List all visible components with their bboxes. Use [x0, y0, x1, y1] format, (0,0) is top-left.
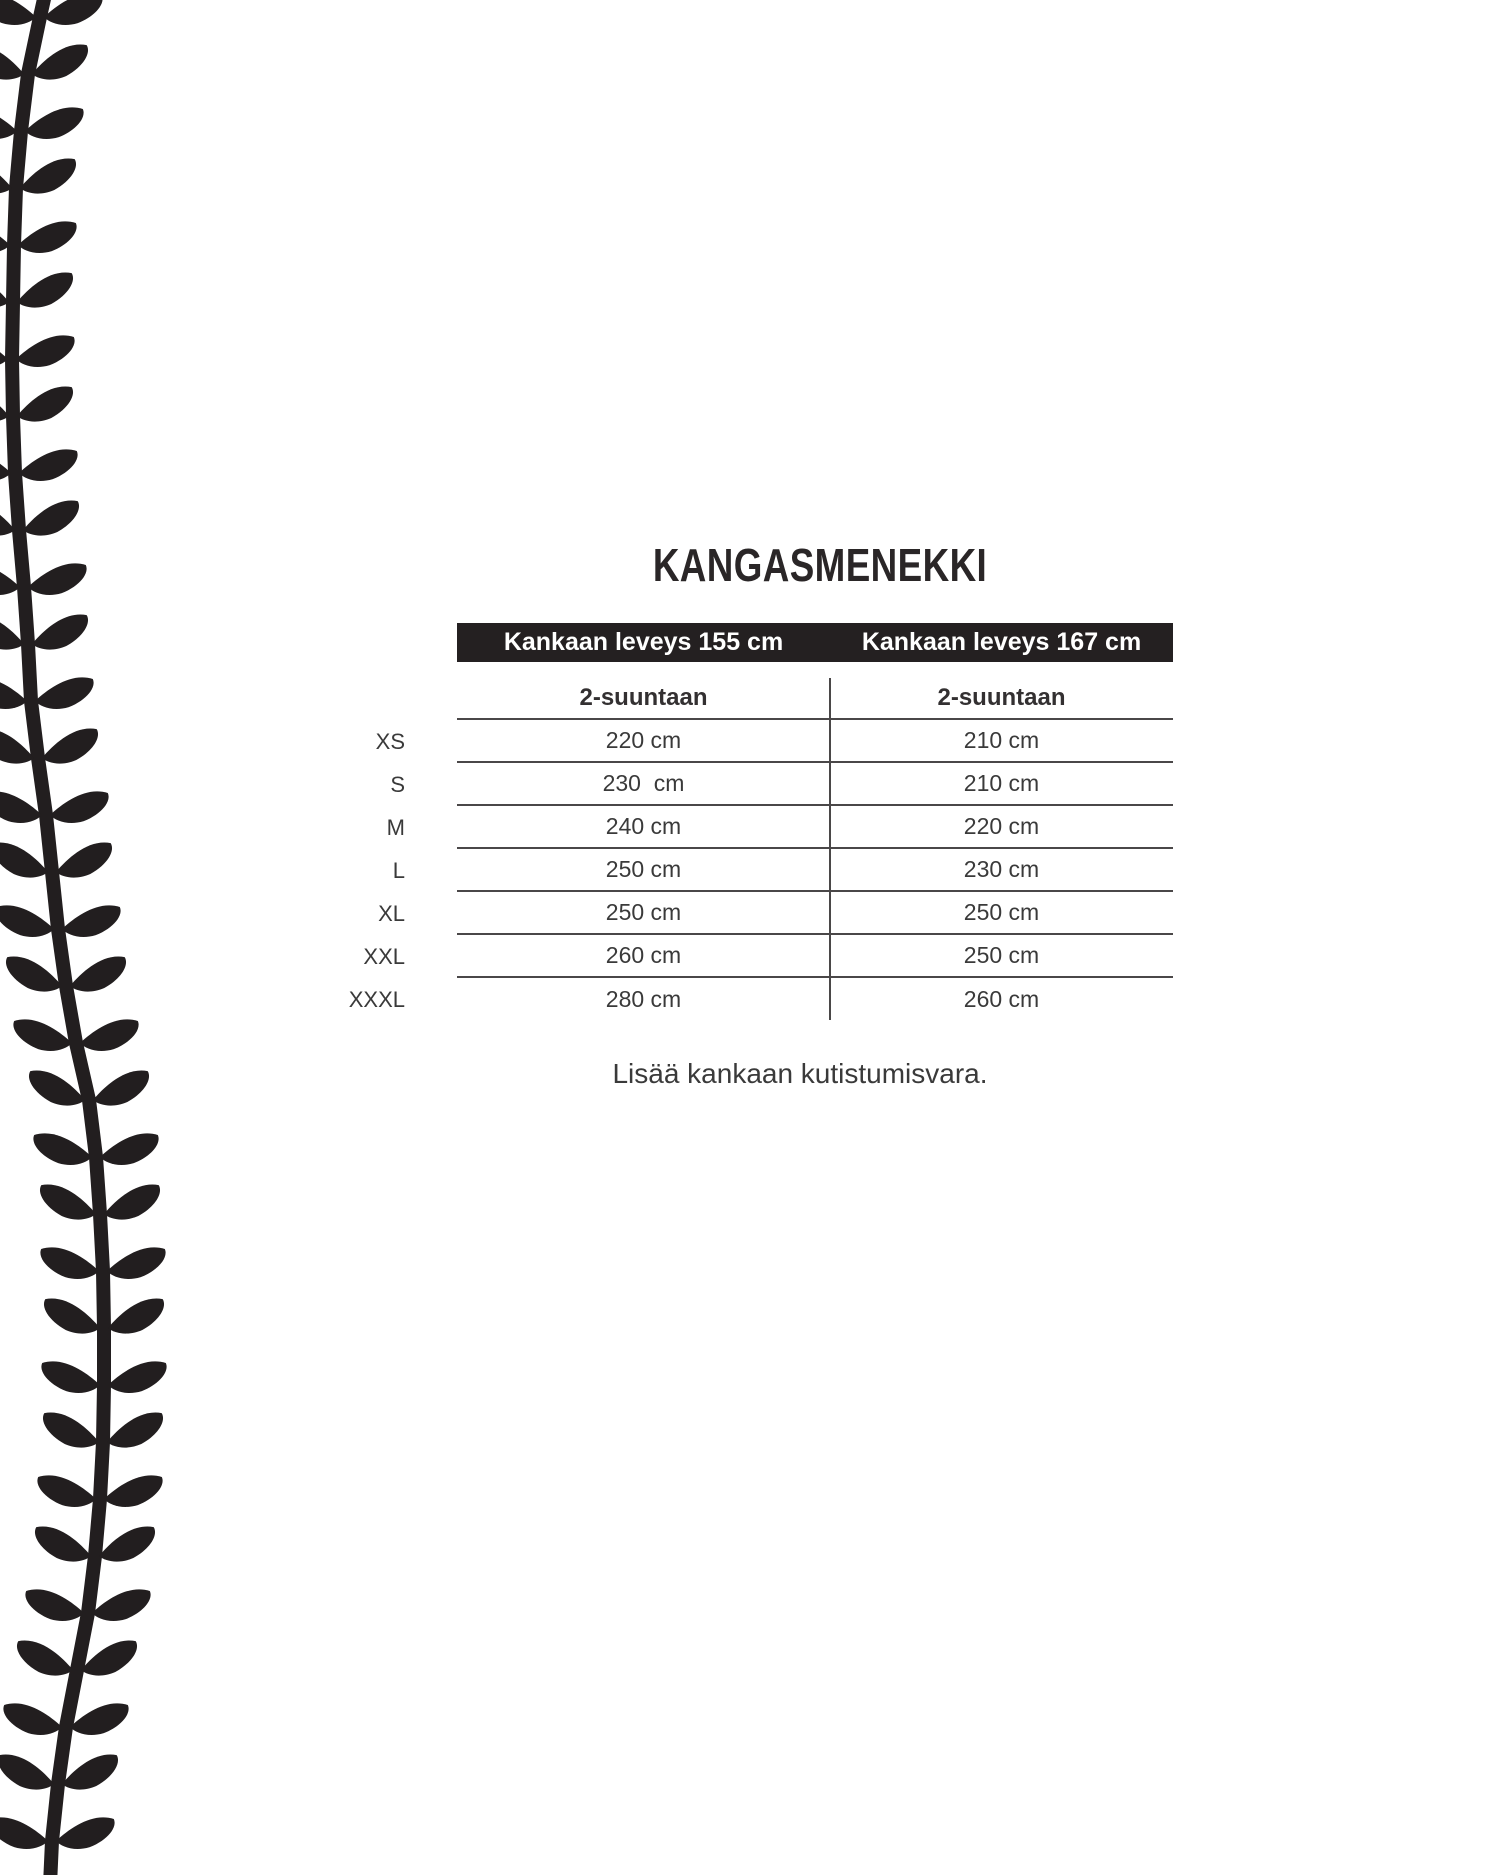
subheader-167: 2-suuntaan	[830, 662, 1173, 720]
size-label-l: L	[392, 857, 405, 883]
value-xs-155: 220 cm	[457, 720, 830, 763]
value-xxxl-167: 260 cm	[963, 986, 1040, 1012]
column-header-width-155: Kankaan leveys 155 cm	[457, 623, 830, 662]
subheader-spacer	[312, 662, 457, 720]
size-label-m: M	[386, 814, 405, 840]
fabric-consumption-table	[312, 623, 1173, 1021]
shrinkage-note: Lisää kankaan kutistumisvara.	[612, 1058, 988, 1089]
value-s-167: 210 cm	[830, 763, 1173, 806]
page-title: KANGASMENEKKI	[652, 539, 988, 591]
size-label-xxxl: XXXL	[348, 986, 405, 1012]
value-l-155: 250 cm	[457, 849, 830, 892]
vine-leaves	[0, 0, 167, 1850]
leaf-vine-icon	[0, 0, 220, 1875]
size-label-xs: XS	[375, 728, 405, 754]
column-header-width-167: Kankaan leveys 167 cm	[830, 623, 1173, 662]
value-xxl-167: 250 cm	[830, 935, 1173, 978]
size-label-xxl: XXL	[363, 943, 405, 969]
size-label-s: S	[390, 771, 405, 797]
value-xs-167: 210 cm	[830, 720, 1173, 763]
value-m-167: 220 cm	[830, 806, 1173, 849]
size-label-xl: XL	[378, 900, 405, 926]
value-s-155: 230 cm	[457, 763, 830, 806]
header-spacer	[312, 623, 457, 662]
value-l-167: 230 cm	[830, 849, 1173, 892]
value-m-155: 240 cm	[457, 806, 830, 849]
value-xxxl-155: 280 cm	[605, 986, 682, 1012]
value-xxl-155: 260 cm	[457, 935, 830, 978]
value-xl-155: 250 cm	[457, 892, 830, 935]
table-column-divider	[829, 678, 831, 1020]
subheader-155: 2-suuntaan	[457, 662, 830, 720]
value-xl-167: 250 cm	[830, 892, 1173, 935]
